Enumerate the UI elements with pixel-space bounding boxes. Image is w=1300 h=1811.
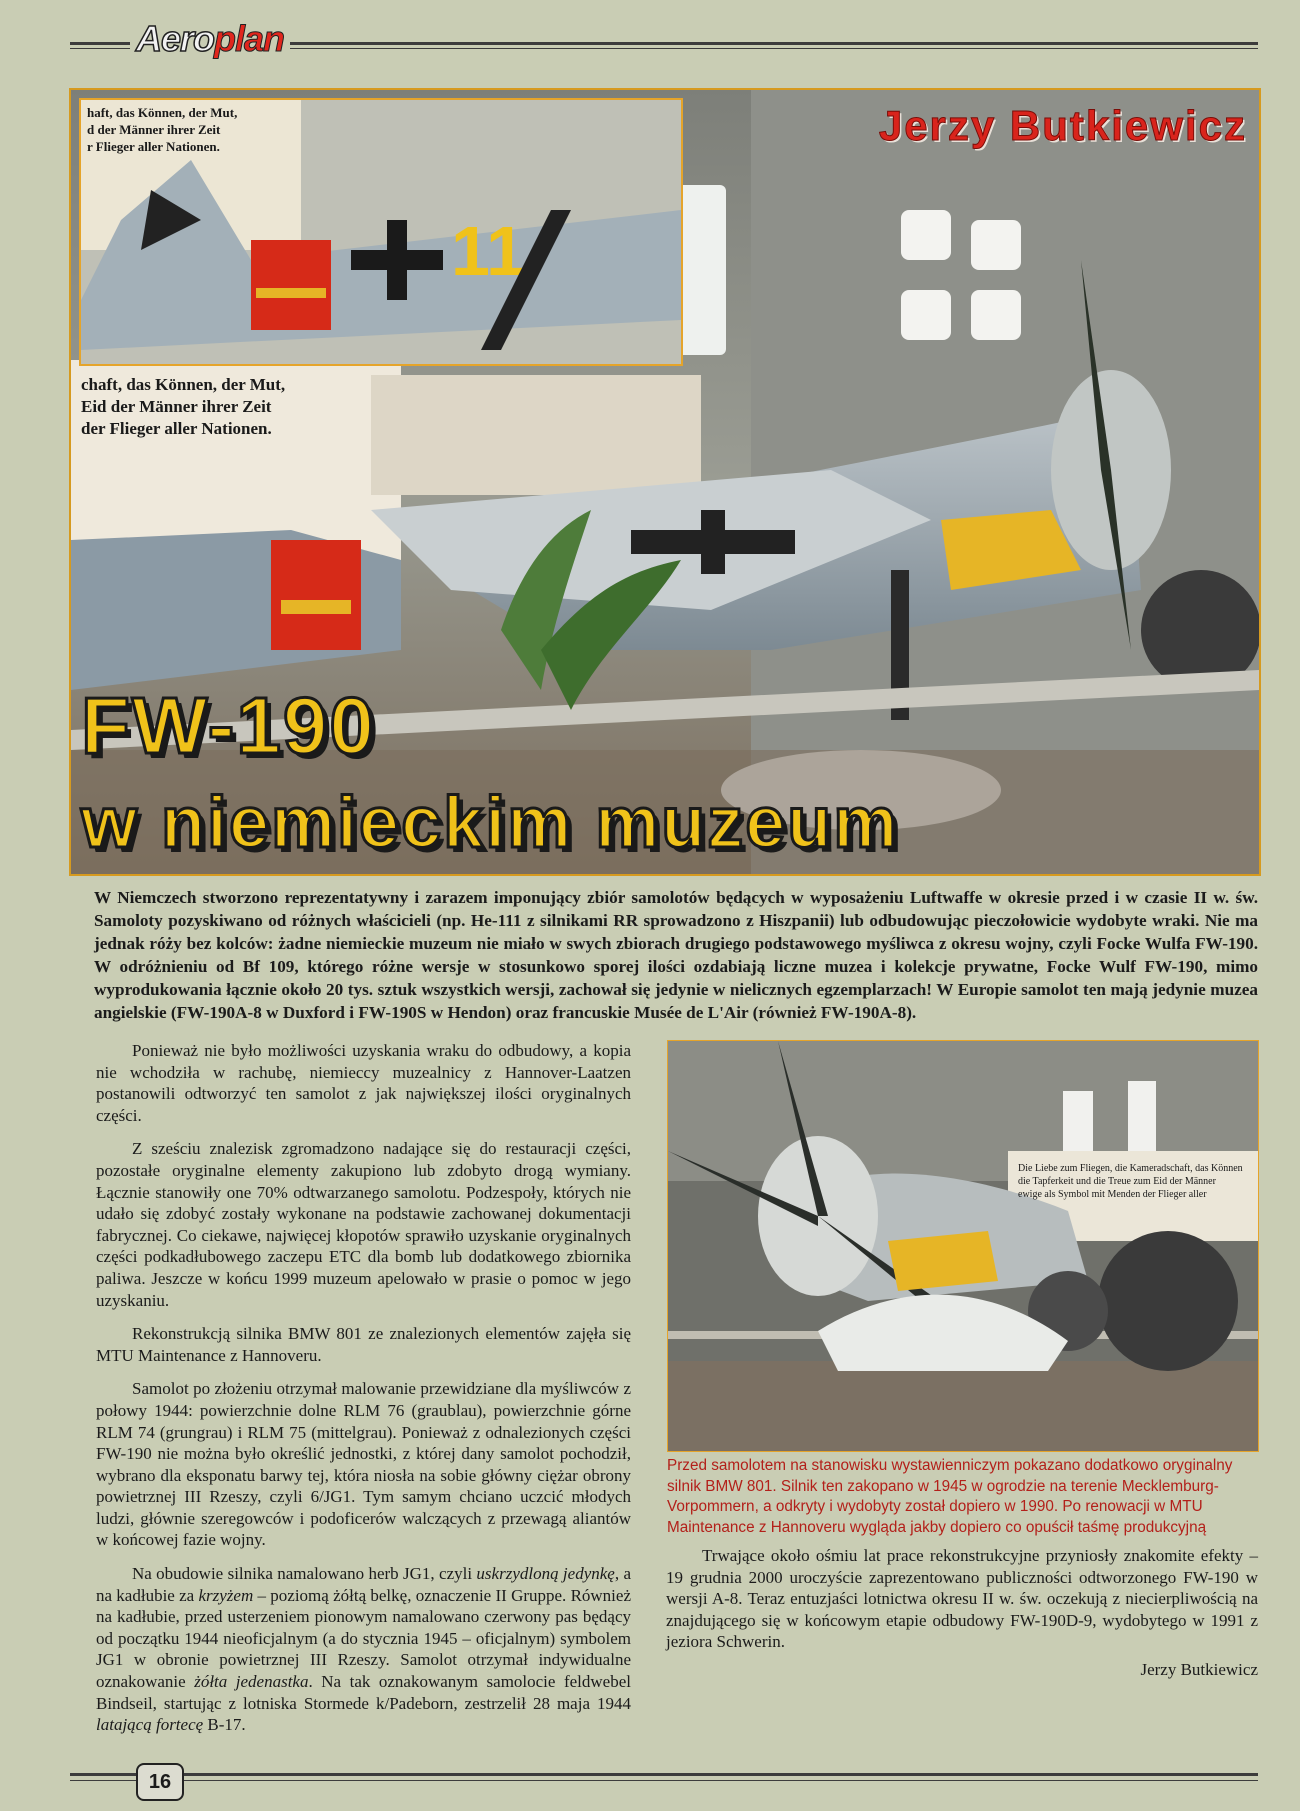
wall-text-line: Eid der Männer ihrer Zeit [81, 397, 272, 416]
footer-rule-thin [70, 1780, 1258, 1781]
article-title: FW-190 [81, 681, 376, 770]
inset-wall-text: haft, das Können, der Mut, d der Männer ihrer Zeit r Flieger aller Nationen. [87, 105, 238, 154]
author-name: Jerzy Butkiewicz [878, 102, 1247, 149]
aircraft-number: 11 [451, 212, 525, 290]
inset-photo [79, 98, 683, 366]
wall-text-line: chaft, das Können, der Mut, [81, 375, 286, 394]
left-column [96, 1040, 631, 1748]
signature: Jerzy Butkiewicz [1140, 1659, 1258, 1679]
wall-text-line: Die Liebe zum Fliegen, die Kameradschaft, das Können [1018, 1163, 1243, 1174]
paragraph: Z sześciu znalezisk zgromadzono nadające się do restauracji części, pozostałe oryginalne elementy zakupiono lub zdobyto drogą wymiany. Łącznie stanowiły one 70% odtwarzanego samolotu. Podzespoły, których nie udało się zdobyć zostały wykonane na podstawie zachowanej dokumentacji fabrycznej. Co ciekawe, najwięcej kłopotów sprawiło uzyskanie oryginalnych części podkadłubowego zaczepu ETC dla bomb lub dodatkowego zbiornika paliwa. Jeszcze w końcu 1999 muzeum apelowało w prasie o pomoc w jego uzyskaniu. [96, 1139, 631, 1310]
wall-text-line: ewige als Symbol mit Menden der Flieger aller [1018, 1189, 1207, 1200]
paragraph: Trwające około ośmiu lat prace rekonstrukcyjne przyniosły znakomite efekty – 19 grudnia 2000 uroczyście zaprezentowano publiczności odtworzonego FW-190 w wersji A-8. Teraz entuzjaści lotnictwa okresu II w. św. oczekują z niecierpliwością na znajdującego się w końcowym etapie odbudowy FW-190D-9, wydobytego w 1991 z jeziora Schwerin. [666, 1546, 1258, 1652]
magazine-logo: Aeroplan [130, 18, 290, 60]
paragraph: Na obudowie silnika namalowano herb JG1, czyli uskrzydloną jedynkę, a na kadłubie za krzyżem – poziomą żółtą belkę, oznaczenie II Gruppe. Również na kadłubie, przed usterzeniem pionowym namalowano czerwony pas będący od początku 1944 nieoficjalnym (a do stycznia 1945 – oficjalnym) symbolem JG1 w obronie powietrznej III Rzeszy. Samolot otrzymał indywidualne oznakowanie żółta jedenastka. Na tak oznakowanym samolocie feldwebel Bindseil, startując z lotniska Stormede k/Padeborn, zestrzelił 28 maja 1944 latającą fortecę B-17. [96, 1564, 631, 1735]
wall-text-line: die Tapferkeit und die Treue zum Eid der Männer [1018, 1176, 1216, 1187]
engine-illustration [668, 1041, 1258, 1451]
paragraph: Ponieważ nie było możliwości uzyskania wraku do odbudowy, a kopia nie wchodziła w rachubę, niemieccy muzealnicy z Hannover-Laatzen postanowili odtworzyć ten samolot z jak największej ilości oryginalnych części. [96, 1041, 631, 1125]
wall-text-line: der Flieger aller Nationen. [81, 419, 272, 438]
engine-photo [667, 1040, 1259, 1452]
hero-photo [69, 88, 1261, 876]
page-number: 16 [136, 1763, 184, 1801]
paragraph: Samolot po złożeniu otrzymał malowanie przewidziane dla myśliwców z połowy 1944: powierzchnie dolne RLM 76 (graublau), powierzchnie górne RLM 74 (grungrau) i RLM 75 (mittelgrau). Ponieważ z odnalezionych części FW-190 nie można było określić jednostki, z której dany samolot pochodził, wybrano dla eksponatu barwy tej, która niosła na sobie główny ciężar obrony powietrznej III Rzeszy, czyli 6/JG1. Tym samym chciano uczcić młodych ludzi, głównie szeregowców i podoficerów walczących z przewagą aliantów w końcowej fazie wojny. [96, 1379, 631, 1550]
article-subtitle: w niemieckim muzeum [81, 783, 900, 863]
photo-caption: Przed samolotem na stanowisku wystawienniczym pokazano dodatkowo oryginalny silnik BMW 801. Silnik ten zakopano w 1945 w ogrodzie na terenie Mecklemburg-Vorpommern, a odkryty i wydobyty został dopiero w 1990. Po renowacji w MTU Maintenance z Hannoveru wygląda jakby dopiero co opuścił taśmę produkcyjną [667, 1457, 1233, 1536]
paragraph: Rekonstrukcją silnika BMW 801 ze znalezionych elementów zajęła się MTU Maintenance z Hannoveru. [96, 1324, 631, 1365]
right-column [666, 1545, 1258, 1687]
lead-paragraph: W Niemczech stworzono reprezentatywny i zarazem imponujący zbiór samolotów będących w wyposażeniu Luftwaffe w okresie przed i w czasie II w. św. Samoloty pozyskiwano od różnych właścicieli (np. He-111 z silnikami RR sprowadzono z Hiszpanii) lub odbudowując pieczołowicie wydobyte wraki. Nie ma jednak róży bez kolców: żadne niemieckie muzeum nie miało w swych zbiorach drugiego podstawowego myśliwca z okresu wojny, czyli Focke Wulfa FW-190. W odróżnieniu od Bf 109, którego różne wersje w stosunkowo sporej ilości ozdabiają liczne muzea i kolekcje prywatne, Focke Wulf FW-190, mimo wyprodukowania łącznie około 20 tys. sztuk wszystkich wersji, zachował się jedynie w nielicznych egzemplarzach! W Europie samolot ten mają jedynie muzea angielskie (FW-190A-8 w Duxford i FW-190S w Hendon) oraz francuskie Musée de L'Air (również FW-190A-8). [94, 888, 1258, 1022]
footer-rule [70, 1773, 1258, 1776]
